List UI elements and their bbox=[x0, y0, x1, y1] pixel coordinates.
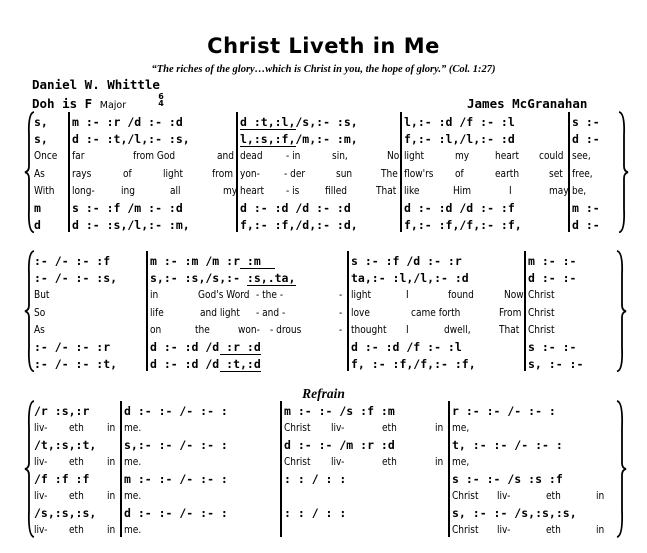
lyric-syllable: Now bbox=[504, 289, 525, 302]
lyric-syllable: That bbox=[499, 323, 520, 336]
solfa-cell: l,:s,:f,/m,:- :m, bbox=[240, 132, 358, 147]
note-underline bbox=[240, 129, 296, 130]
barline bbox=[120, 401, 122, 537]
solfa-cell: s :- :f /d :- :r bbox=[351, 254, 462, 268]
brace-stroke bbox=[619, 112, 628, 232]
lyric-syllable: heart bbox=[240, 184, 265, 197]
lyric-syllable: The bbox=[381, 167, 399, 180]
lyric-syllable: But bbox=[34, 289, 50, 302]
note-underline bbox=[220, 371, 262, 372]
lyric-syllable: in bbox=[106, 422, 115, 434]
lyric-syllable: the bbox=[195, 323, 210, 336]
lyric-syllable: on bbox=[150, 323, 162, 336]
note-underline bbox=[220, 354, 262, 355]
solfa-cell: d :- :s,/l,:- :m, bbox=[72, 218, 190, 233]
lyric-syllable: eth bbox=[68, 422, 84, 434]
lyric-syllable: As bbox=[34, 167, 45, 180]
lyric-syllable: earth bbox=[495, 167, 520, 180]
solfa-cell: m :- :- /s :f :m bbox=[284, 404, 395, 418]
solfa-cell: /t,:s,:t, bbox=[34, 438, 97, 452]
solfa-cell: d :t,:l,/s,:- :s, bbox=[240, 115, 358, 129]
solfa-cell: ta,:- :l,/l,:- :d bbox=[351, 271, 469, 286]
lyric-syllable: all bbox=[170, 184, 181, 197]
barline bbox=[280, 401, 282, 537]
barline bbox=[347, 251, 349, 371]
lyric-syllable: Him bbox=[453, 184, 472, 197]
lyricist-credit: Daniel W. Whittle bbox=[32, 77, 160, 92]
lyric-syllable: my bbox=[222, 184, 237, 197]
lyric-syllable: Christ bbox=[452, 524, 479, 536]
right-brace bbox=[615, 400, 627, 538]
lyric-syllable: in bbox=[434, 456, 443, 468]
lyric-syllable: - bbox=[338, 323, 343, 336]
lyric-syllable: With bbox=[34, 184, 55, 197]
solfa-cell: : : / : : bbox=[284, 506, 347, 520]
barline bbox=[568, 112, 570, 232]
lyric-syllable: light bbox=[404, 150, 425, 163]
solfa-cell: t, :- :- /- :- : bbox=[452, 438, 563, 452]
solfa-cell: d :- :- bbox=[528, 271, 577, 286]
solfa-cell: :- /- :- :s, bbox=[34, 271, 118, 286]
lyric-syllable: came forth bbox=[410, 306, 460, 319]
lyric-syllable: me, bbox=[452, 422, 470, 434]
solfa-cell: r :- :- /- :- : bbox=[452, 404, 556, 418]
lyric-syllable: Once bbox=[34, 150, 58, 163]
key-label: Doh is F bbox=[32, 96, 93, 111]
lyric-syllable: Christ bbox=[452, 490, 479, 502]
lyric-syllable: life bbox=[150, 306, 164, 319]
barline bbox=[524, 251, 526, 371]
solfa-cell: m :- :m /m :r :m bbox=[150, 254, 261, 268]
lyric-syllable: ing bbox=[121, 184, 136, 197]
barline bbox=[400, 112, 402, 232]
lyric-syllable: Christ bbox=[284, 456, 311, 468]
lyric-syllable: eth bbox=[545, 490, 561, 502]
lyric-syllable: liv- bbox=[34, 422, 48, 434]
brace-stroke bbox=[25, 401, 34, 537]
lyric-syllable: be, bbox=[572, 184, 587, 197]
lyric-syllable: sun bbox=[335, 167, 352, 180]
lyric-syllable: found bbox=[447, 289, 474, 302]
lyric-syllable: me. bbox=[124, 456, 142, 468]
lyric-syllable: free, bbox=[572, 167, 593, 180]
solfa-cell: s,:- :s,/s,:- :s,.ta, bbox=[150, 271, 296, 286]
solfa-cell: d :- bbox=[572, 218, 600, 233]
lyric-syllable: in bbox=[150, 289, 159, 302]
lyric-syllable: and light bbox=[199, 306, 240, 319]
lyric-syllable: may bbox=[549, 184, 570, 197]
lyric-syllable: long- bbox=[72, 184, 95, 197]
lyric-syllable: liv- bbox=[331, 422, 345, 434]
solfa-cell: d :- :- /m :r :d bbox=[284, 438, 395, 452]
lyric-syllable: liv- bbox=[497, 524, 511, 536]
lyric-syllable: light bbox=[351, 289, 372, 302]
barline bbox=[236, 112, 238, 232]
brace-stroke bbox=[617, 401, 626, 537]
lyric-syllable: in bbox=[106, 456, 115, 468]
lyric-syllable: dwell, bbox=[444, 323, 471, 336]
brace-stroke bbox=[25, 112, 34, 232]
lyric-syllable: eth bbox=[382, 422, 398, 434]
time-bottom: 4 bbox=[158, 99, 164, 108]
solfa-cell: s :- :- bbox=[528, 340, 577, 354]
lyric-syllable: - drous bbox=[269, 323, 302, 336]
lyric-syllable: in bbox=[106, 490, 115, 502]
lyric-syllable: God's Word bbox=[198, 289, 250, 302]
solfa-cell: m :- :- /- :- : bbox=[124, 472, 228, 486]
lyric-syllable: from bbox=[212, 167, 234, 180]
lyric-syllable: liv- bbox=[34, 490, 48, 502]
lyric-syllable: Christ bbox=[528, 323, 555, 336]
lyric-syllable: eth bbox=[68, 490, 84, 502]
barline bbox=[68, 112, 70, 232]
note-underline bbox=[247, 285, 296, 286]
lyric-syllable: won- bbox=[237, 323, 260, 336]
lyric-syllable: - bbox=[338, 289, 343, 302]
lyric-syllable: Christ bbox=[528, 306, 555, 319]
solfa-cell: s,:- :- /- :- : bbox=[124, 438, 228, 452]
solfa-cell: d :- :d /d :r :d bbox=[150, 340, 261, 354]
lyric-syllable: light bbox=[163, 167, 184, 180]
brace-stroke bbox=[617, 251, 626, 371]
lyric-syllable: me, bbox=[452, 456, 470, 468]
lyric-syllable: rays bbox=[72, 167, 92, 180]
solfa-cell: s :- :- /s :s :f bbox=[452, 472, 563, 486]
lyric-syllable: me. bbox=[124, 422, 142, 434]
lyric-syllable: No bbox=[386, 150, 399, 163]
lyric-syllable: heart bbox=[495, 150, 520, 163]
lyric-syllable: Christ bbox=[528, 289, 555, 302]
lyric-syllable: - is bbox=[286, 184, 300, 197]
lyric-syllable: liv- bbox=[34, 524, 48, 536]
solfa-cell: m :- :- bbox=[528, 254, 577, 268]
solfa-cell: s :- :f /m :- :d bbox=[72, 201, 183, 215]
lyric-syllable: I bbox=[406, 323, 409, 336]
lyric-syllable: eth bbox=[68, 524, 84, 536]
solfa-cell: d bbox=[34, 218, 41, 233]
solfa-cell: m bbox=[34, 201, 41, 215]
brace-stroke bbox=[25, 251, 34, 371]
solfa-cell: d :- :- /- :- : bbox=[124, 404, 228, 418]
solfa-cell: :- /- :- :f bbox=[34, 254, 111, 268]
solfa-cell: d :- :d /f :- :l bbox=[351, 340, 462, 354]
lyric-syllable: far bbox=[72, 150, 85, 163]
time-top: 6 bbox=[158, 92, 164, 101]
solfa-cell: s, :- :- /s,:s,:s, bbox=[452, 506, 577, 520]
lyric-syllable: - in bbox=[286, 150, 301, 163]
solfa-cell: d :- :- /- :- : bbox=[124, 506, 228, 520]
lyric-syllable: yon- bbox=[240, 167, 260, 180]
lyric-syllable: in bbox=[434, 422, 443, 434]
lyric-syllable: my bbox=[454, 150, 470, 163]
lyric-syllable: could bbox=[539, 150, 564, 163]
lyric-syllable: love bbox=[351, 306, 370, 319]
lyric-syllable: liv- bbox=[34, 456, 48, 468]
lyric-syllable: sin, bbox=[332, 150, 348, 163]
lyric-syllable: me. bbox=[124, 524, 142, 536]
right-brace bbox=[615, 250, 627, 372]
lyric-syllable: in bbox=[595, 490, 604, 502]
lyric-syllable: - bbox=[338, 306, 343, 319]
lyric-syllable: in bbox=[106, 524, 115, 536]
solfa-cell: f,:- :f,/d,:- :d, bbox=[240, 218, 358, 233]
lyric-syllable: eth bbox=[68, 456, 84, 468]
note-underline bbox=[240, 146, 296, 147]
lyric-syllable: As bbox=[34, 323, 45, 336]
solfa-cell: d :- :d /d :t,:d bbox=[150, 357, 261, 372]
note-underline bbox=[240, 268, 275, 269]
solfa-cell: :- /- :- :r bbox=[34, 340, 111, 354]
lyric-syllable: see, bbox=[572, 150, 591, 163]
song-title: Christ Liveth in Me bbox=[207, 34, 440, 58]
solfa-cell: s, :- :- bbox=[528, 357, 584, 372]
lyric-syllable: eth bbox=[545, 524, 561, 536]
mode-label: Major bbox=[99, 100, 127, 111]
solfa-cell: s, bbox=[34, 115, 48, 129]
lyric-syllable: of bbox=[122, 167, 132, 180]
solfa-cell: /s,:s,:s, bbox=[34, 506, 97, 520]
lyric-syllable: like bbox=[404, 184, 420, 197]
barline bbox=[146, 251, 148, 371]
solfa-cell: d :- bbox=[572, 132, 600, 147]
solfa-cell: /r :s,:r bbox=[34, 404, 90, 418]
solfa-cell: d :- :d /d :- :d bbox=[240, 201, 351, 215]
lyric-syllable: From bbox=[499, 306, 522, 319]
solfa-cell: s, bbox=[34, 132, 48, 147]
lyric-syllable: dead bbox=[240, 150, 263, 163]
lyric-syllable: in bbox=[595, 524, 604, 536]
barline bbox=[448, 401, 450, 537]
solfa-cell: d :- :d /d :- :f bbox=[404, 201, 515, 215]
lyric-syllable: of bbox=[454, 167, 464, 180]
lyric-syllable: and bbox=[217, 150, 235, 163]
solfa-cell: d :- :t,/l,:- :s, bbox=[72, 132, 190, 147]
lyric-syllable: - and - bbox=[256, 306, 286, 319]
solfa-cell: l,:- :d /f :- :l bbox=[404, 115, 515, 129]
solfa-cell: m :- :r /d :- :d bbox=[72, 115, 183, 129]
lyric-syllable: me. bbox=[124, 490, 142, 502]
lyric-syllable: Christ bbox=[284, 422, 311, 434]
lyric-syllable: thought bbox=[351, 323, 387, 336]
lyric-syllable: from God bbox=[132, 150, 175, 163]
lyric-syllable: That bbox=[376, 184, 397, 197]
lyric-syllable: So bbox=[34, 306, 46, 319]
lyric-syllable: liv- bbox=[331, 456, 345, 468]
solfa-cell: f,:- :l,/l,:- :d bbox=[404, 132, 515, 147]
solfa-cell: f, :- :f,/f,:- :f, bbox=[351, 357, 476, 372]
solfa-cell: m :- bbox=[572, 201, 600, 215]
solfa-cell: /f :f :f bbox=[34, 472, 90, 486]
time-signature bbox=[157, 93, 165, 107]
lyric-syllable: set bbox=[549, 167, 564, 180]
lyric-syllable: filled bbox=[325, 184, 348, 197]
lyric-syllable: - der bbox=[284, 167, 306, 180]
solfa-cell: :- /- :- :t, bbox=[34, 357, 118, 372]
composer-credit: James McGranahan bbox=[467, 96, 588, 111]
solfa-cell: f,:- :f,/f,:- :f, bbox=[404, 218, 522, 233]
right-brace bbox=[617, 111, 629, 233]
lyric-syllable: flow'rs bbox=[404, 167, 434, 180]
lyric-syllable: I bbox=[509, 184, 512, 197]
lyric-syllable: liv- bbox=[497, 490, 511, 502]
lyric-syllable: - the - bbox=[256, 289, 284, 302]
scripture-epigraph: “The riches of the glory…which is Christ in you, the hope of glory.” (Col. 1:27) bbox=[151, 64, 496, 75]
solfa-cell: s :- bbox=[572, 115, 600, 129]
refrain-label: Refrain bbox=[302, 386, 345, 401]
lyric-syllable: I bbox=[406, 289, 409, 302]
lyric-syllable: eth bbox=[382, 456, 398, 468]
key-signature bbox=[32, 96, 126, 111]
solfa-cell: : : / : : bbox=[284, 472, 347, 486]
